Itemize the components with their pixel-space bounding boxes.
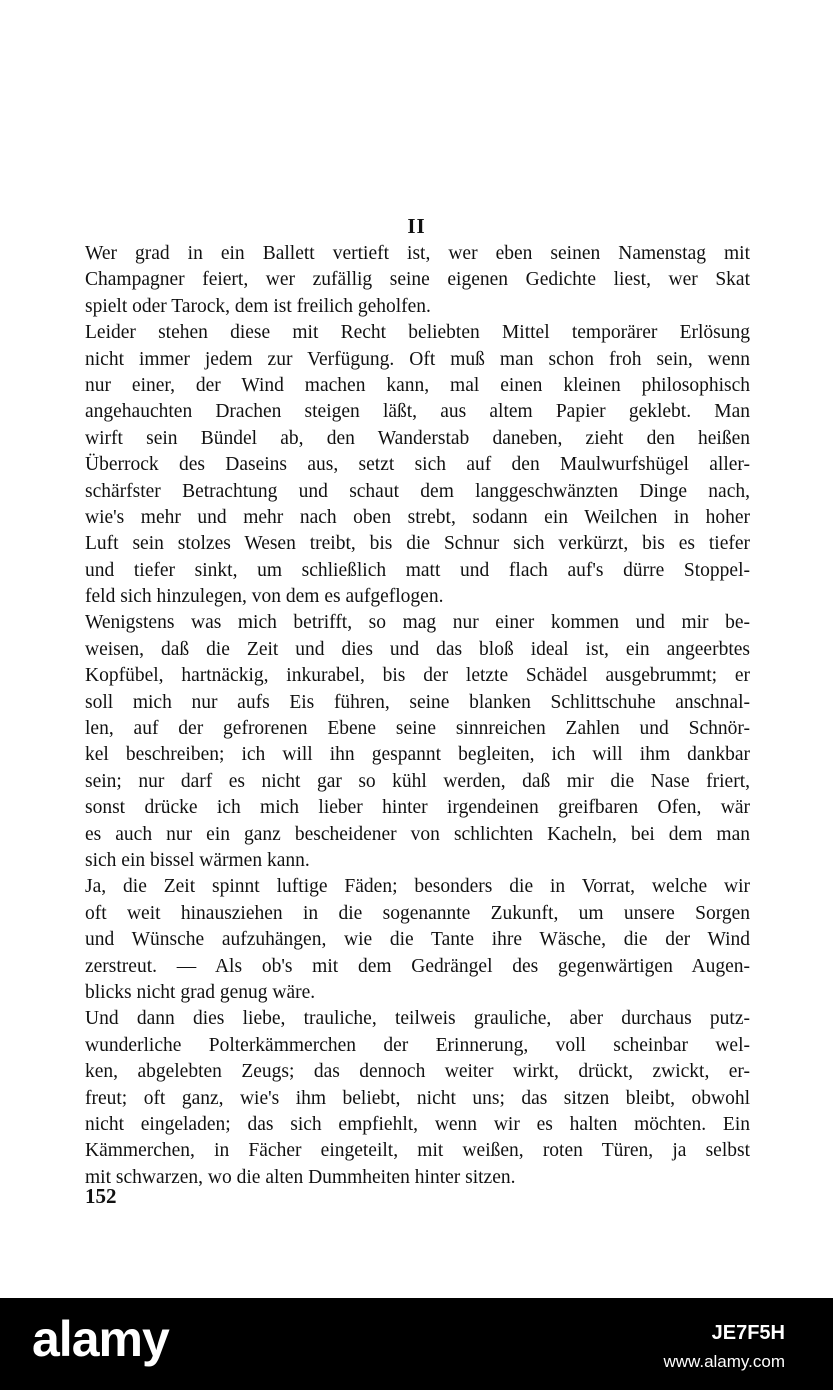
text-line: zerstreut. — Als ob's mit dem Gedrängel des gegenwärtigen Augen- [85,955,750,977]
text-line: kel beschreiben; ich will ihn gespannt begleiten, ich will ihm dankbar [85,744,750,766]
text-line: len, auf der gefrorenen Ebene seine sinnreichen Zahlen und Schnör- [85,718,750,740]
text-line: spielt oder Tarock, dem ist freilich geholfen. [85,295,431,317]
page-number: 152 [85,1184,117,1208]
text-line: Überrock des Daseins aus, setzt sich auf den Maulwurfshügel aller- [85,454,750,476]
text-line: oft weit hinausziehen in die sogenannte Zukunft, um unsere Sorgen [85,902,750,924]
text-line: sein; nur darf es nicht gar so kühl werden, daß mir die Nase friert, [85,770,750,792]
text-line: wirft sein Bündel ab, den Wanderstab daneben, zieht den heißen [85,427,750,449]
text-line: Wenigstens was mich betrifft, so mag nur einer kommen und mir be- [85,612,750,634]
text-line: und tiefer sinkt, um schließlich matt und flach auf's dürre Stoppel- [85,559,750,581]
text-line: Kopfübel, hartnäckig, inkurabel, bis der letzte Schädel ausgebrummt; er [85,665,750,687]
chapter-heading: II [407,214,426,238]
text-line: soll mich nur aufs Eis führen, seine blanken Schlittschuhe anschnal- [85,691,750,713]
text-line: Und dann dies liebe, trauliche, teilweis grauliche, aber durchaus putz- [85,1008,750,1030]
text-line: und Wünsche aufzuhängen, wie die Tante ihre Wäsche, die der Wind [85,929,750,951]
text-line: Champagner feiert, wer zufällig seine eigenen Gedichte liest, wer Skat [85,269,750,291]
text-line: nicht immer jedem zur Verfügung. Oft muß man schon froh sein, wenn [85,348,750,370]
text-line: wunderliche Polterkämmerchen der Erinnerung, voll scheinbar wel- [85,1034,750,1056]
text-line: schärfster Betrachtung und schaut dem langgeschwänzten Dinge nach, [85,480,750,502]
text-line: freut; oft ganz, wie's ihm beliebt, nicht uns; das sitzen bleibt, obwohl [85,1087,750,1109]
text-line: es auch nur ein ganz bescheidener von schlichten Kacheln, bei dem man [85,823,750,845]
site-url: www.alamy.com [663,1352,785,1371]
text-line: mit schwarzen, wo die alten Dummheiten hinter sitzen. [85,1166,516,1188]
body-text [85,241,750,1191]
text-line: Luft sein stolzes Wesen treibt, bis die Schnur sich verkürzt, bis es tiefer [85,533,750,555]
text-line: weisen, daß die Zeit und dies und das bloß ideal ist, ein angeerbtes [85,638,750,660]
text-line: sonst drücke ich mich lieber hinter irgendeinen greifbaren Ofen, wär [85,797,750,819]
text-line: nicht eingeladen; das sich empfiehlt, wenn wir es halten möchten. Ein [85,1113,750,1135]
text-line: nur einer, der Wind machen kann, mal einen kleinen philosophisch [85,374,750,396]
text-line: Wer grad in ein Ballett vertieft ist, wer eben seinen Namenstag mit [85,243,750,264]
text-line: Kämmerchen, in Fächer eingeteilt, mit weißen, roten Türen, ja selbst [85,1140,750,1162]
text-line: wie's mehr und mehr nach oben strebt, sodann ein Weilchen in hoher [85,506,750,528]
text-line: Ja, die Zeit spinnt luftige Fäden; besonders die in Vorrat, welche wir [85,876,750,898]
text-line: Leider stehen diese mit Recht beliebten Mittel temporärer Erlösung [85,322,750,344]
image-id: JE7F5H [711,1322,785,1344]
text-line: sich ein bissel wärmen kann. [85,849,310,871]
text-line: feld sich hinzulegen, von dem es aufgeflogen. [85,586,444,608]
alamy-logo: alamy [32,1311,169,1367]
text-line: ken, abgelebten Zeugs; das dennoch weiter wirkt, drückt, zwickt, er- [85,1061,750,1083]
text-line: blicks nicht grad genug wäre. [85,981,316,1003]
text-line: angehauchten Drachen steigen läßt, aus altem Papier geklebt. Man [85,401,750,423]
